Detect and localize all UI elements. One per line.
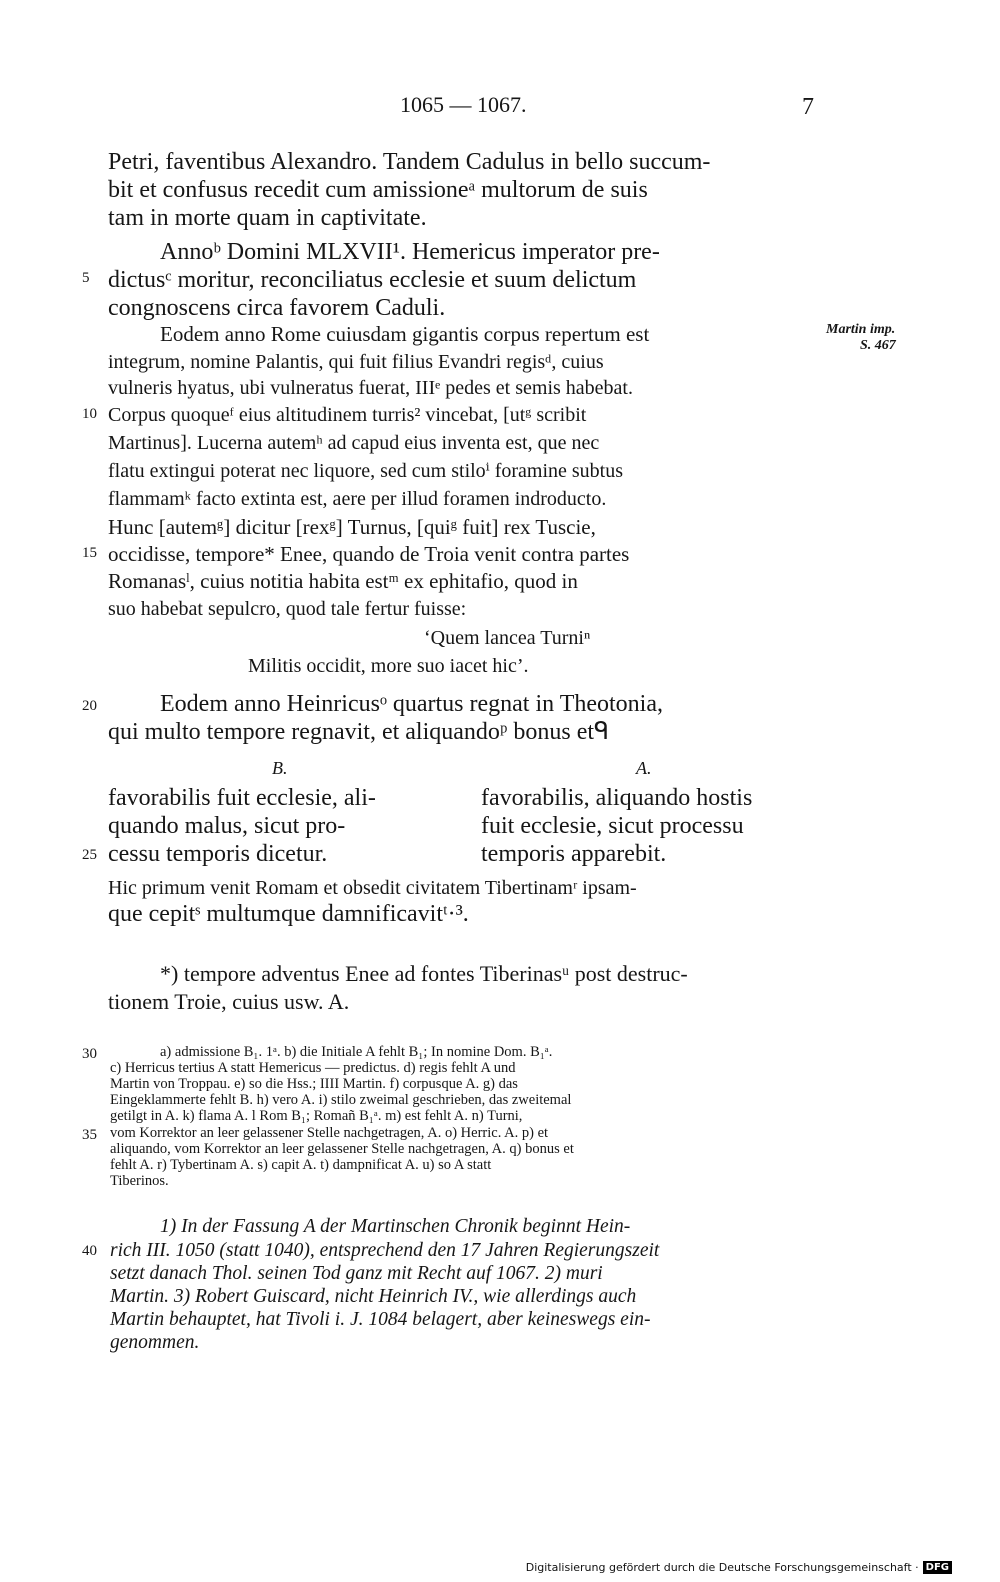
line-number: 35 — [82, 1127, 97, 1143]
endnote-line: Martin behauptet, hat Tivoli i. J. 1084 belagert, aber keineswegs ein- — [110, 1309, 651, 1330]
column-line: favorabilis fuit ecclesie, ali- — [108, 785, 376, 811]
endnote-line: rich III. 1050 (statt 1040), entsprechend den 17 Jahren Regierungszeit — [110, 1240, 660, 1261]
column-line: quando malus, sicut pro- — [108, 813, 346, 839]
text-line: Corpus quoqueᶠ eius altitudinem turris² vincebat, [utᵍ scribit — [108, 404, 587, 426]
margin-note-line: S. 467 — [860, 338, 896, 353]
text-line: dictusᶜ moritur, reconciliatus ecclesie et suum delictum — [108, 267, 637, 293]
page-number: 7 — [802, 94, 814, 120]
dfg-logo: DFG — [923, 1561, 952, 1574]
line-number: 30 — [82, 1046, 97, 1062]
text-line: Martinus]. Lucerna autemʰ ad capud eius inventa est, que nec — [108, 432, 600, 454]
verse-line: ‘Quem lancea Turniⁿ — [424, 627, 591, 649]
apparatus-line: vom Korrektor an leer gelassener Stelle nachgetragen, A. o) Herric. A. p) et — [110, 1125, 549, 1141]
text-line: flatu extingui poterat nec liquore, sed cum stiloⁱ foramine subtus — [108, 460, 624, 482]
apparatus-line: Tiberinos. — [110, 1173, 169, 1189]
margin-note-line: Martin imp. — [826, 322, 896, 337]
column-siglum-b: B. — [272, 758, 288, 778]
text-line: Hunc [autemᵍ] dicitur [rexᵍ] Turnus, [quiᵍ fuit] rex Tuscie, — [108, 515, 596, 539]
verse-line: Militis occidit, more suo iacet hic’. — [248, 655, 529, 677]
text-line: congnoscens circa favorem Caduli. — [108, 295, 446, 321]
text-line: que cepitˢ multumque damnificavitᵗ·³. — [108, 901, 469, 927]
running-head: 1065 — 1067. — [400, 92, 527, 117]
digitization-credit — [526, 1561, 952, 1574]
text-line: integrum, nomine Palantis, qui fuit filius Evandri regisᵈ, cuius — [108, 351, 604, 373]
column-line: fuit ecclesie, sicut processu — [481, 813, 744, 839]
line-number: 20 — [82, 698, 97, 714]
text-line: suo habebat sepulcro, quod tale fertur fuisse: — [108, 598, 467, 620]
text-line: Petri, faventibus Alexandro. Tandem Cadulus in bello succum- — [108, 149, 711, 175]
text-line: bit et confusus recedit cum amissioneᵃ multorum de suis — [108, 177, 648, 203]
text-line: Eodem anno Rome cuiusdam gigantis corpus repertum est — [160, 322, 650, 346]
apparatus-line: aliquando, vom Korrektor an leer gelassener Stelle nachgetragen, A. q) bonus et — [110, 1141, 574, 1157]
apparatus-line: Eingeklammerte fehlt B. h) vero A. i) stilo zweimal geschrieben, das zweitemal — [110, 1092, 572, 1108]
endnote-line: genommen. — [110, 1332, 200, 1353]
text-line: occidisse, tempore* Enee, quando de Troia venit contra partes — [108, 542, 630, 566]
text-line: tam in morte quam in captivitate. — [108, 205, 427, 231]
text-line: qui multo tempore regnavit, et aliquandoᵖ bonus etᑫ — [108, 719, 610, 745]
line-number: 5 — [82, 270, 90, 286]
column-line: cessu temporis dicetur. — [108, 841, 328, 867]
text-line: flammamᵏ facto extinta est, aere per illud foramen indroducto. — [108, 488, 607, 510]
text-line: Romanasˡ, cuius notitia habita estᵐ ex ephitafio, quod in — [108, 569, 578, 593]
text-line: Hic primum venit Romam et obsedit civitatem Tibertinamʳ ipsam- — [108, 877, 637, 899]
margin-note — [826, 322, 896, 354]
line-number: 25 — [82, 847, 97, 863]
apparatus-line: c) Herricus tertius A statt Hemericus — predictus. d) regis fehlt A und — [110, 1060, 516, 1076]
star-note-line: *) tempore adventus Enee ad fontes Tiberinasᵘ post destruc- — [160, 961, 688, 986]
apparatus-line: a) admissione B₁. 1ᵃ. b) die Initiale A fehlt B₁; In nomine Dom. B₁ᵃ. — [160, 1044, 553, 1060]
credit-text: Digitalisierung gefördert durch die Deutsche Forschungsgemeinschaft · — [525, 1561, 919, 1574]
line-number: 10 — [82, 406, 97, 422]
line-number: 40 — [82, 1243, 97, 1259]
column-siglum-a: A. — [636, 758, 652, 778]
apparatus-line: Martin von Troppau. e) so die Hss.; IIII Martin. f) corpusque A. g) das — [110, 1076, 518, 1092]
apparatus-line: getilgt in A. k) flama A. l Rom B₁; Romañ B₁ᵃ. m) est fehlt A. n) Turni, — [110, 1108, 523, 1124]
endnote-line: setzt danach Thol. seinen Tod ganz mit Recht auf 1067. 2) muri — [110, 1263, 603, 1284]
text-line: Annoᵇ Domini MLXVII¹. Hemericus imperator pre- — [160, 239, 660, 265]
column-line: temporis apparebit. — [481, 841, 667, 867]
apparatus-line: fehlt A. r) Tybertinam A. s) capit A. t) dampnificat A. u) so A statt — [110, 1157, 492, 1173]
text-line: Eodem anno Heinricusᵒ quartus regnat in Theotonia, — [160, 691, 664, 717]
column-line: favorabilis, aliquando hostis — [481, 785, 753, 811]
text-line: vulneris hyatus, ubi vulneratus fuerat, IIIᵉ pedes et semis habebat. — [108, 377, 633, 399]
endnote-line: 1) In der Fassung A der Martinschen Chronik beginnt Hein- — [160, 1216, 631, 1237]
line-number: 15 — [82, 545, 97, 561]
endnote-line: Martin. 3) Robert Guiscard, nicht Heinrich IV., wie allerdings auch — [110, 1286, 637, 1307]
star-note-line: tionem Troie, cuius usw. A. — [108, 989, 350, 1014]
